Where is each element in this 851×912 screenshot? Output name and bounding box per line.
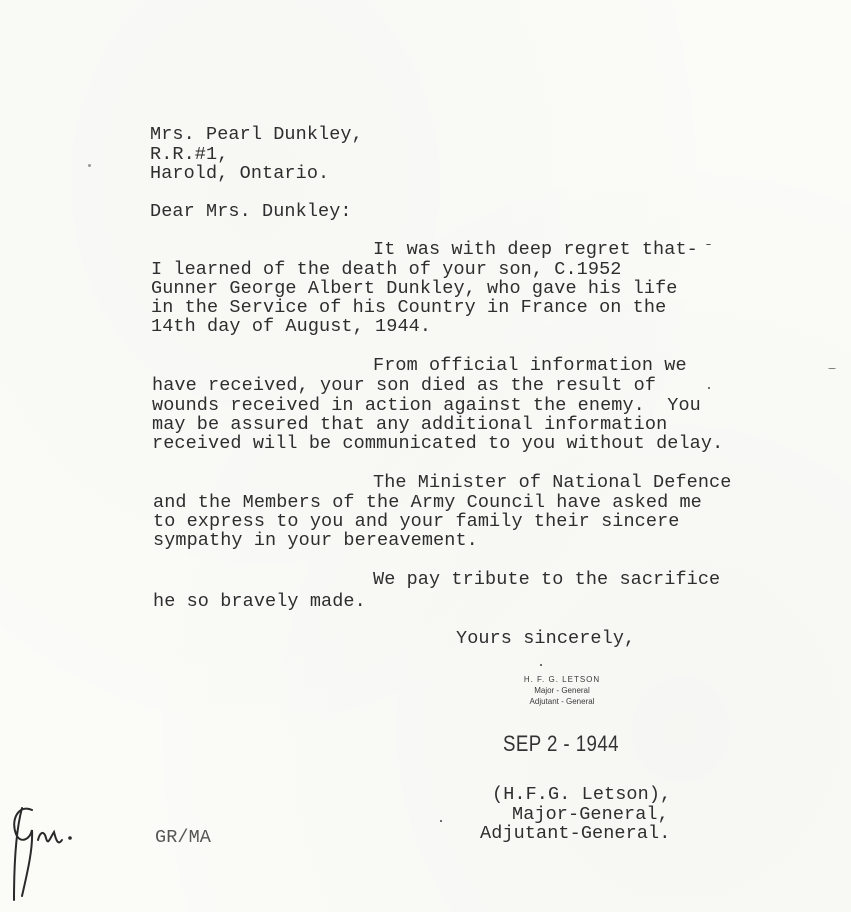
ink-speck: [828, 368, 836, 369]
closing: Yours sincerely,: [456, 628, 636, 649]
ink-speck: [706, 244, 711, 245]
paragraph-line: to express to you and your family their sincere: [153, 511, 680, 532]
paragraph-line: have received, your son died as the result of: [152, 375, 657, 396]
stamp-rank-adjutant: Adjutant - General: [529, 697, 595, 706]
addressee-name: Mrs. Pearl Dunkley,: [150, 124, 363, 145]
name-stamp: [514, 674, 610, 707]
salutation: Dear Mrs. Dunkley:: [150, 201, 352, 222]
signature-name: (H.F.G. Letson),: [492, 784, 672, 805]
reference-initials: GR/MA: [155, 827, 212, 848]
addressee-town: Harold, Ontario.: [150, 163, 330, 184]
paragraph-line: received will be communicated to you without delay.: [152, 433, 724, 454]
paragraph-line: may be assured that any additional information: [152, 414, 668, 435]
paragraph-line: We pay tribute to the sacrifice: [373, 569, 721, 590]
stamp-name: H. F. G. LETSON: [523, 675, 601, 684]
ink-speck: [88, 164, 91, 167]
ink-speck: [708, 387, 710, 389]
paragraph-line: It was with deep regret that-: [373, 239, 698, 260]
paragraph-line: The Minister of National Defence: [373, 472, 732, 493]
paragraph-line: Gunner George Albert Dunkley, who gave his life: [151, 278, 678, 299]
paragraph-line: I learned of the death of your son, C.1952: [151, 259, 622, 280]
handwritten-initials: [2, 800, 92, 910]
ink-speck: [440, 820, 442, 822]
paragraph-line: From official information we: [373, 355, 687, 376]
paragraph-line: and the Members of the Army Council have asked me: [153, 492, 702, 513]
signature-rank: Major-General,: [512, 804, 669, 825]
paragraph-line: sympathy in your bereavement.: [153, 530, 478, 551]
paragraph-line: wounds received in action against the enemy. You: [152, 395, 701, 416]
paragraph-line: in the Service of his Country in France on the: [151, 297, 667, 318]
addressee-route: R.R.#1,: [150, 144, 229, 165]
paragraph-line: 14th day of August, 1944.: [151, 316, 432, 337]
signature-title: Adjutant-General.: [480, 823, 671, 844]
paragraph-line: he so bravely made.: [153, 591, 366, 612]
ink-speck: [540, 664, 542, 666]
stamp-rank-major: Major - General: [534, 686, 590, 695]
date-stamp: SEP 2 - 1944: [503, 731, 619, 756]
